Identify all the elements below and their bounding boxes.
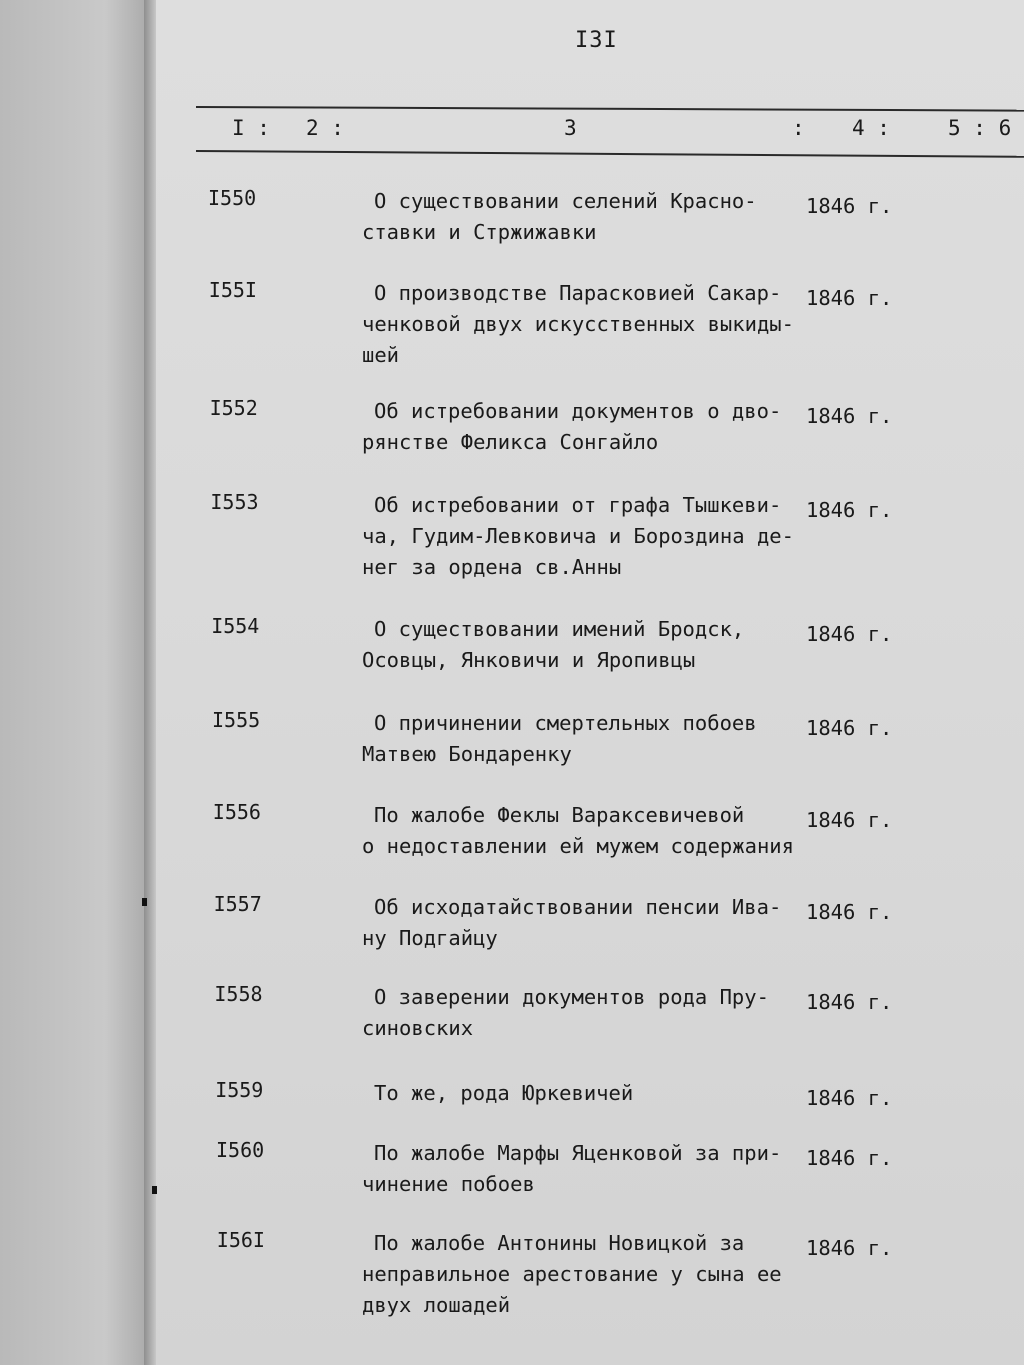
row-description — [362, 396, 781, 458]
row-year: 1846 г. — [806, 498, 893, 522]
row-description-line: По жалобе Феклы Вараксевичевой — [374, 803, 745, 827]
row-description-line: ну Подгайцу — [362, 926, 498, 950]
header-col-3: 3 — [564, 116, 577, 140]
row-year: 1846 г. — [806, 716, 893, 740]
row-description — [362, 490, 794, 583]
row-description-line: двух лошадей — [362, 1293, 511, 1317]
row-description-line: То же, рода Юркевичей — [374, 1081, 634, 1105]
row-description-line: О существовании имений Бродск, — [374, 617, 745, 641]
row-year: 1846 г. — [806, 808, 893, 832]
header-col-5-6: 5 : 6 — [948, 116, 1012, 140]
facing-page-edge — [0, 0, 150, 1365]
row-year: 1846 г. — [806, 990, 893, 1014]
row-description — [362, 892, 781, 954]
row-number: I55I — [208, 278, 257, 302]
row-year: 1846 г. — [806, 404, 893, 428]
row-description — [362, 186, 757, 248]
row-number: I560 — [216, 1138, 265, 1162]
row-year: 1846 г. — [806, 286, 893, 310]
page-number: I3I — [575, 28, 618, 53]
row-year: 1846 г. — [806, 1086, 893, 1110]
header-col-1: I : — [232, 116, 270, 140]
row-number: I556 — [212, 800, 261, 824]
row-number: I56I — [216, 1228, 265, 1252]
row-description — [362, 614, 744, 676]
row-number: I554 — [211, 614, 260, 638]
row-description-line: По жалобе Антонины Новицкой за — [374, 1231, 745, 1255]
row-description-line: О заверении документов рода Пру- — [374, 985, 769, 1009]
row-description — [362, 800, 794, 862]
row-year: 1846 г. — [806, 1146, 893, 1170]
row-year: 1846 г. — [806, 194, 893, 218]
row-description-line: Об исходатайствовании пенсии Ива- — [374, 895, 782, 919]
header-col-separator: : — [792, 116, 805, 140]
margin-mark — [152, 1186, 157, 1194]
row-description-line: нег за ордена св.Анны — [362, 555, 622, 579]
row-description — [362, 708, 757, 770]
row-description-line: ставки и Стржижавки — [362, 220, 597, 244]
row-description — [362, 1138, 781, 1200]
row-description-line: ча, Гудим-Левковича и Бороздина де- — [362, 524, 794, 548]
row-number: I555 — [212, 708, 261, 732]
row-description-line: синовских — [362, 1016, 474, 1040]
row-description-line: о недоставлении ей мужем содержания — [362, 834, 794, 858]
row-year: 1846 г. — [806, 622, 893, 646]
row-number: I559 — [215, 1078, 264, 1102]
row-description-line: О производстве Парасковией Сакар- — [374, 281, 782, 305]
row-description-line: Об истребовании от графа Тышкеви- — [374, 493, 782, 517]
row-description-line: Об истребовании документов о дво- — [374, 399, 782, 423]
row-description — [362, 278, 794, 371]
row-description-line: Осовцы, Янковичи и Яропивцы — [362, 648, 696, 672]
row-description-line: рянстве Феликса Сонгайло — [362, 430, 659, 454]
row-description — [362, 1228, 782, 1321]
row-description-line: неправильное арестование у сына ее — [362, 1262, 782, 1286]
row-number: I553 — [210, 490, 259, 514]
row-number: I557 — [213, 892, 262, 916]
row-description-line: О существовании селений Красно- — [374, 189, 757, 213]
row-description-line: шей — [362, 343, 400, 367]
row-number: I550 — [208, 186, 257, 210]
margin-mark — [142, 898, 147, 906]
row-number: I558 — [214, 982, 263, 1006]
row-description-line: Матвею Бондаренку — [362, 742, 572, 766]
row-description-line: ченковой двух искусственных выкиды- — [362, 312, 794, 336]
row-year: 1846 г. — [806, 1236, 893, 1260]
row-description — [362, 982, 769, 1044]
row-year: 1846 г. — [806, 900, 893, 924]
header-col-4: 4 : — [852, 116, 890, 140]
row-description-line: По жалобе Марфы Яценковой за при- — [374, 1141, 782, 1165]
row-description-line: О причинении смертельных побоев — [374, 711, 757, 735]
header-col-2: 2 : — [306, 116, 344, 140]
row-description-line: чинение побоев — [362, 1172, 535, 1196]
row-number: I552 — [209, 396, 258, 420]
row-description — [362, 1078, 633, 1109]
